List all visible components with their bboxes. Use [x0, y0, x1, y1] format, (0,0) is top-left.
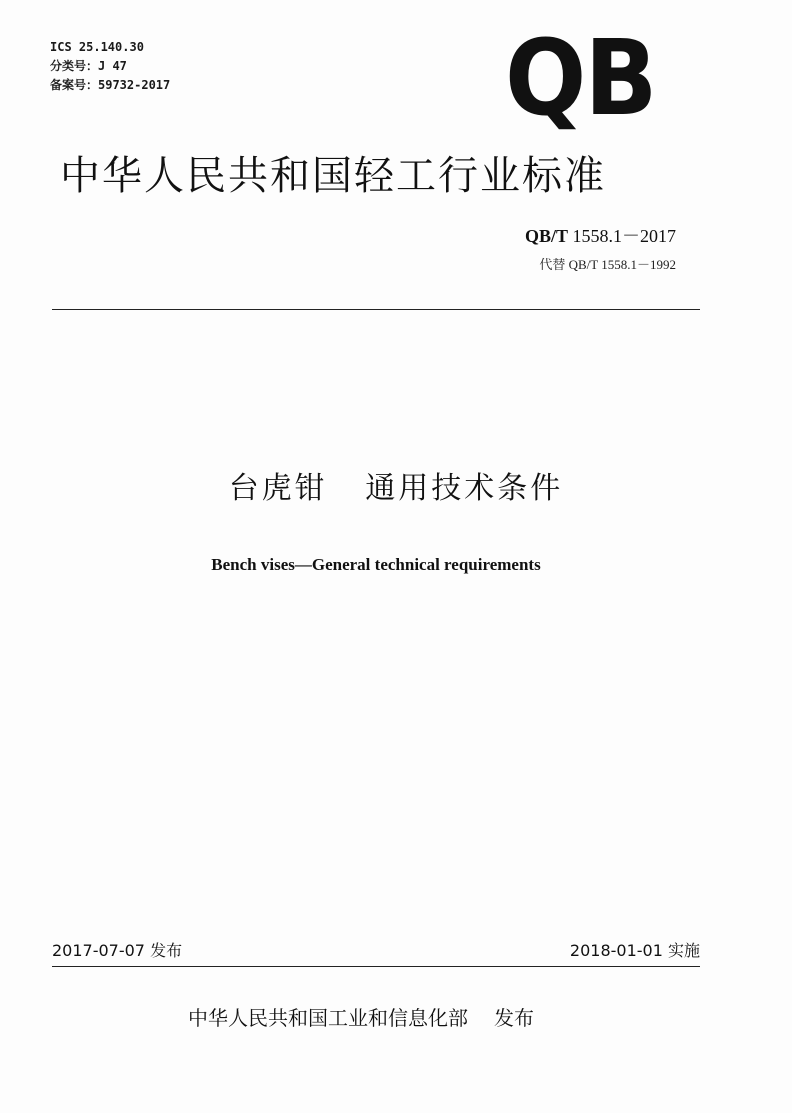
standard-number-value: 1558.1－2017: [572, 226, 676, 246]
document-title-chinese: 台虎钳 通用技术条件: [228, 471, 564, 506]
footer-divider: [52, 966, 700, 967]
qb-logo: QB: [505, 17, 656, 139]
standard-prefix: QB/T: [524, 226, 568, 246]
ics-code: ICS 25.140.30: [50, 40, 144, 54]
publisher-line: [188, 1004, 534, 1032]
publisher-action: 发布: [494, 1006, 534, 1030]
standard-category-title: 中华人民共和国轻工行业标准: [60, 153, 606, 199]
issue-date: 2017-07-07 发布: [52, 941, 183, 960]
header-divider: [52, 309, 700, 310]
classification-block: [50, 38, 170, 95]
classification-number: 分类号：J 47: [50, 59, 127, 73]
document-title-english: Bench vises—General technical requirements: [211, 555, 541, 574]
publisher-name: 中华人民共和国工业和信息化部: [188, 1006, 468, 1030]
standard-number: [525, 224, 676, 248]
record-number: 备案号：59732-2017: [50, 78, 171, 92]
implementation-date: 2018-01-01 实施: [569, 941, 700, 960]
replaces-standard: 代替 QB/T 1558.1－1992: [539, 257, 676, 272]
